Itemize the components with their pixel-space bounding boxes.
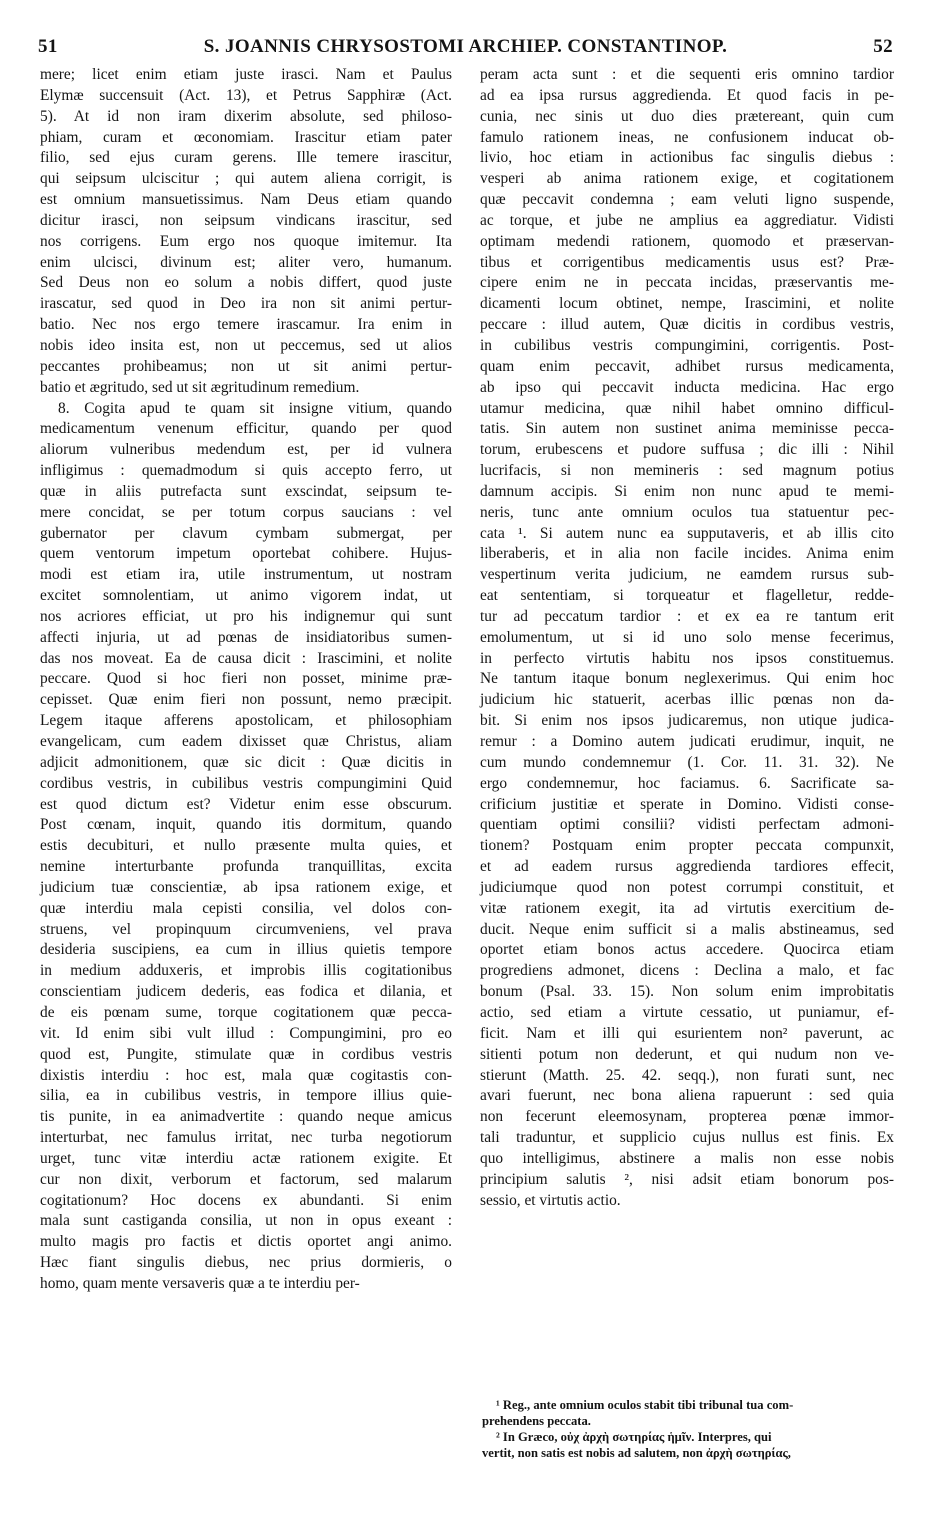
right-column-line: famulo rationem ineas, ne confusionem inducat ob-: [480, 128, 894, 146]
page-number-right: 52: [873, 36, 893, 57]
left-column-line: conscientiam judicem dederis, eas fodica et dilania, et: [40, 983, 452, 1001]
left-column-line: peccantes prohibeamus; non ut sit animi pertur-: [40, 357, 452, 375]
right-column-line: sitienti potum non dederunt, et qui nudum non ve-: [480, 1045, 894, 1063]
right-column-line: ducit. Neque enim sufficit si a malis abstineamus, sed: [480, 920, 894, 938]
right-column-line: vitæ rationem exegit, ita ad virtutis exercitium de-: [480, 899, 894, 917]
left-column-line: est omnium mansuetissimus. Nam Deus etiam quando: [40, 191, 452, 209]
running-title: S. JOANNIS CHRYSOSTOMI ARCHIEP. CONSTANTINOP.: [203, 36, 728, 57]
right-column-line: cata ¹. Si autem nunc ea supputaveris, et ab illis cito: [480, 524, 894, 542]
left-column-line: qui seipsum ulciscitur ; qui autem aliena corrigit, is: [40, 170, 452, 188]
left-column-line: struens, vel propinquum circumveniens, vel prava: [40, 920, 452, 938]
right-column-line: torum, erubescens et pudore suffusa ; dic illi : Nihil: [480, 441, 894, 459]
right-column-line: oportet etiam bonos actus accedere. Quocirca etiam: [480, 941, 894, 959]
right-column-line: in cubilibus vestris compungimini, corrigentis. Post-: [480, 336, 894, 354]
left-column-line: judicium tuæ conscientiæ, ab ipsa rationem exige, et: [40, 878, 452, 896]
right-column-line: ficit. Nam et illi qui esurientem non² paverunt, ac: [480, 1024, 894, 1042]
right-column-line: cum mundo condemnemur (1. Cor. 11. 31. 32). Ne: [480, 753, 894, 771]
left-column-line: dicitur irasci, non seipsum vindicans irascitur, sed: [40, 211, 452, 229]
left-column-line: nos corrigens. Eum ergo nos quoque imitemur. Ita: [40, 232, 452, 250]
right-column-line: judiciumque quod non potest corrumpi constituit, et: [480, 878, 894, 896]
right-column-line: ac torque, et jube ne amplius ea aggrediatur. Vidisti: [480, 211, 894, 229]
left-column-line: modi est etiam ira, utile instrumentum, ut nostram: [40, 566, 452, 584]
left-column-line: vit. Id enim sibi vult illud : Compungimini, pro eo: [40, 1024, 452, 1042]
running-header: [38, 36, 893, 62]
footnote-line: prehendens peccata.: [482, 1414, 591, 1428]
left-column-line: aliorum vulneribus medendum est, per id vulnera: [40, 441, 452, 459]
left-column-line: peccare. Quod si hoc fieri non posset, minime præ-: [40, 670, 452, 688]
left-column-line: evangelicam, cum eadem dixisset quæ Christus, aliam: [40, 733, 452, 750]
right-column-line: bonum (Psal. 33. 15). Non solum enim improbitatis: [480, 983, 894, 1001]
right-column-line: remur : a Domino autem judicati erudimur, inquit, ne: [480, 733, 894, 750]
left-column-line: filio, sed ejus curam gerens. Ille temere irascitur,: [40, 149, 452, 167]
left-column-line: nos acriores efficiat, ut pro his indignemur qui sunt: [40, 607, 452, 625]
right-column-line: ergo condemnemur, hoc faciamus. 6. Sacrificate sa-: [480, 774, 894, 792]
right-column-line: avari fuerunt, nec bona aliena rapuerunt : sed quia: [480, 1087, 894, 1105]
right-column-line: peram acta sunt : et die sequenti eris omnino tardior: [480, 66, 894, 83]
footnote-line: ² In Græco, οὐχ ἀρχὴ σωτηρίας ἡμῖν. Interpres, qui: [496, 1430, 772, 1444]
right-column-line: stierunt (Matth. 25. 42. seqq.), non furati sunt, nec: [480, 1066, 894, 1084]
left-column-line: 8. Cogita apud te quam sit insigne vitium, quando: [58, 399, 452, 417]
right-column-line: quentiam optimi consilii? vidisti perfectam admoni-: [480, 816, 894, 834]
left-column-line: multo magis pro factis et dictis oportet angi animo.: [40, 1233, 452, 1251]
right-column-line: quo intelligimus, abstinere a malis non esse nobis: [480, 1149, 894, 1167]
right-column-line: vespertinum verita judicium, ne eamdem rursus sub-: [480, 566, 894, 584]
left-column-line: batio et ægritudo, sed ut sit ægritudinum remedium.: [40, 378, 360, 396]
right-column-line: eat sententiam, si torqueatur et flagelletur, redde-: [480, 587, 894, 605]
left-column-line: cogitationum? Hoc docens ex abundanti. Si enim: [40, 1191, 452, 1209]
left-column-line: excitet somnolentiam, ut animo vigorem indat, ut: [40, 587, 452, 605]
left-column-line: enim ulcisci, divinum est; aliter vero, humanum.: [40, 253, 452, 271]
right-column-line: quæ peccavit condemna ; eam veluti ligno suspende,: [480, 191, 894, 209]
left-column-line: de eis pœnam sume, torque cogitationem quæ pecca-: [40, 1003, 452, 1021]
right-column-line: et ad eadem rursus aggredienda tardiores effecit,: [480, 858, 894, 876]
right-column-line: progrediens admonet, dicens : Declina a malo, et fac: [480, 962, 894, 980]
right-column-line: in perfecto virtutis habitu nos ipsos constituemus.: [480, 649, 894, 667]
left-column-line: quæ in aliis putrefacta sunt exscindat, seipsum te-: [40, 482, 452, 500]
right-column-line: peccare : illud autem, Quæ dicitis in cordibus vestris,: [480, 316, 894, 334]
left-column: [40, 65, 452, 1295]
left-column-line: mala sunt castiganda consilia, ut non in opus exeant :: [40, 1212, 452, 1230]
left-column-line: Hæc fiant singulis diebus, nec prius dormieris, o: [40, 1254, 452, 1272]
page-number-left: 51: [38, 36, 58, 57]
left-column-line: homo, quam mente versaveris quæ a te interdiu per-: [40, 1274, 360, 1292]
left-column-line: tis punite, in ea animadvertite : quando neque amicus: [40, 1108, 452, 1126]
right-column-line: lucrifacis, si non memineris : sed magnum potius: [480, 462, 894, 480]
right-column-line: crificium justitiæ et sperate in Domino. Vidisti conse-: [480, 795, 894, 813]
right-column-line: tibus et corrigentibus medicamentis usus est? Præ-: [480, 253, 894, 271]
right-column-line: non fecerunt eleemosynam, propterea pœnæ immor-: [480, 1108, 894, 1126]
right-column-line: vesperi ab anima rationem exige, et cogitationem: [480, 170, 894, 188]
footnote-line: vertit, non satis est nobis ad salutem, non ἀρχὴ σωτηρίας,: [482, 1446, 791, 1460]
left-column-line: irascatur, sed quod in Deo ira non sit animi pertur-: [40, 295, 452, 313]
right-column-line: neris, tunc ante omnium oculos tua statuentur pec-: [480, 503, 894, 521]
left-column-line: infligimus : quemadmodum si quis accepto ferro, ut: [40, 462, 452, 480]
left-column-line: quæ interdiu mala cepisti consilia, vel dolos con-: [40, 899, 452, 917]
left-column-line: adjicit admonitionem, quæ sic dicit : Quæ dicitis in: [40, 753, 452, 771]
left-column-line: urget, tunc vitæ interdiu actæ rationem exigite. Et: [40, 1149, 452, 1167]
left-column-line: phiam, curam et œconomiam. Irascitur etiam pater: [40, 128, 452, 146]
footnotes: [482, 1397, 894, 1461]
left-column-line: nobis ideo insita est, non ut peccemus, sed ut alios: [40, 336, 452, 354]
right-column-line: tionem? Postquam enim propter peccata compunxit,: [480, 837, 894, 855]
left-column-line: batio. Nec nos ergo temere irascamur. Ira enim in: [40, 316, 452, 334]
right-column-line: bit. Si enim nos ipsos judicaremus, non utique judica-: [480, 712, 894, 730]
left-column-line: quem ventorum impetum oportebat cohibere. Hujus-: [40, 545, 452, 563]
right-column-line: sessio, et virtutis actio.: [480, 1191, 621, 1209]
right-column-line: livio, hoc etiam in actionibus fac singulis diebus :: [480, 149, 894, 167]
left-column-line: quod est, Pungite, stimulate quæ in cordibus vestris: [40, 1045, 452, 1063]
right-column-line: tatis. Sin autem non sustinet anima meminisse pecca-: [480, 420, 894, 438]
right-column-line: quam enim peccavit, adhibet rursus medicamenta,: [480, 357, 894, 375]
right-column-line: principium salutis ², nisi adsit etiam bonorum pos-: [480, 1170, 894, 1188]
right-column-line: dicamenti locum obtinet, nempe, Irascimini, et nolite: [480, 295, 894, 313]
left-column-line: Legem itaque afferens apostolicam, et philosophiam: [40, 712, 452, 730]
right-column-line: ab ipso qui peccavit inducta medicina. Hac ergo: [480, 378, 894, 396]
right-column-line: liberaberis, et in alia non facile incides. Anima enim: [480, 545, 894, 563]
right-column-line: cunia, nec sinis ut duo dies prætereant, quin cum: [480, 107, 894, 125]
right-column-line: optimam medendi rationem, quomodo et præservan-: [480, 232, 894, 250]
right-column-line: tali traduntur, et supplicio cujus nullus est finis. Ex: [480, 1129, 894, 1147]
left-column-line: medicamentum venenum efficitur, quando per quod: [40, 420, 452, 438]
left-column-line: Sed Deus non eo solum a nobis differt, quod juste: [40, 274, 452, 292]
right-column-line: damnum accipis. Si enim non nunc apud te memi-: [480, 482, 894, 500]
right-column-line: ad ea ipsa rursus aggredienda. Et quod facis in pe-: [480, 86, 894, 104]
left-column-line: nemine interturbante profunda tranquillitas, excita: [40, 858, 452, 876]
left-column-line: affecti injuria, ut ad pœnas de insidiatoribus sumen-: [40, 628, 452, 646]
left-column-line: Post cœnam, inquit, quando itis dormitum, quando: [40, 816, 452, 834]
right-column: [480, 65, 894, 1211]
right-column-line: tur ad peccatum tardior : et ex ea re tantum erit: [480, 607, 894, 625]
left-column-line: 5). At id non iram dixerim absolute, sed philoso-: [40, 107, 452, 125]
left-column-line: mere; licet enim etiam juste irasci. Nam et Paulus: [40, 66, 452, 83]
left-column-line: mere concidat, se per totum corpus saucians : vel: [40, 503, 452, 521]
left-column-line: desideria suscipiens, ea cum in illius quietis tempore: [40, 941, 452, 959]
right-column-line: actio, sed etiam a virtute cessatio, ut puniamur, ef-: [480, 1003, 894, 1021]
left-column-line: est quod dictum est? Videtur enim esse obscurum.: [40, 795, 452, 813]
right-column-line: Ne tantum itaque bonum neglexerimus. Qui enim hoc: [480, 670, 894, 688]
left-column-line: cur non dixit, verborum et factorum, sed malarum: [40, 1170, 452, 1188]
left-column-line: Elymæ succensuit (Act. 13), et Petrus Sapphiræ (Act.: [40, 86, 452, 104]
right-column-line: emolumentum, ut si id uno solo mense fecerimus,: [480, 628, 894, 646]
left-column-line: gubernator per clavum cymbam submergat, per: [40, 524, 452, 542]
left-column-line: das nos moveat. Ea de causa dicit : Irascimini, et nolite: [40, 649, 452, 667]
left-column-line: silia, ea in cubilibus vestris, in tempore illius quie-: [40, 1087, 452, 1105]
right-column-line: utamur medicina, quæ nihil habet omnino difficul-: [480, 399, 894, 417]
left-column-line: cepisset. Quæ enim fieri non possunt, nemo præcipit.: [40, 691, 452, 709]
right-column-line: judicium hic statuerit, acerbas illic pœnas non da-: [480, 691, 894, 709]
left-column-line: estis decubituri, et nullo præsente multa quies, et: [40, 837, 452, 855]
left-column-line: interturbat, nec famulus irritat, nec turba negotiorum: [40, 1129, 452, 1147]
left-column-line: in medium adduxeris, et improbis illis cogitationibus: [40, 962, 452, 980]
left-column-line: dixistis interdiu : hoc est, mala quæ cogitastis con-: [40, 1066, 452, 1084]
footnote-line: ¹ Reg., ante omnium oculos stabit tibi tribunal tua com-: [496, 1398, 794, 1412]
left-column-line: cordibus vestris, in cubilibus vestris compungimini Quid: [40, 774, 452, 792]
right-column-line: cipere enim ne in peccata incidas, præservantis me-: [480, 274, 894, 292]
